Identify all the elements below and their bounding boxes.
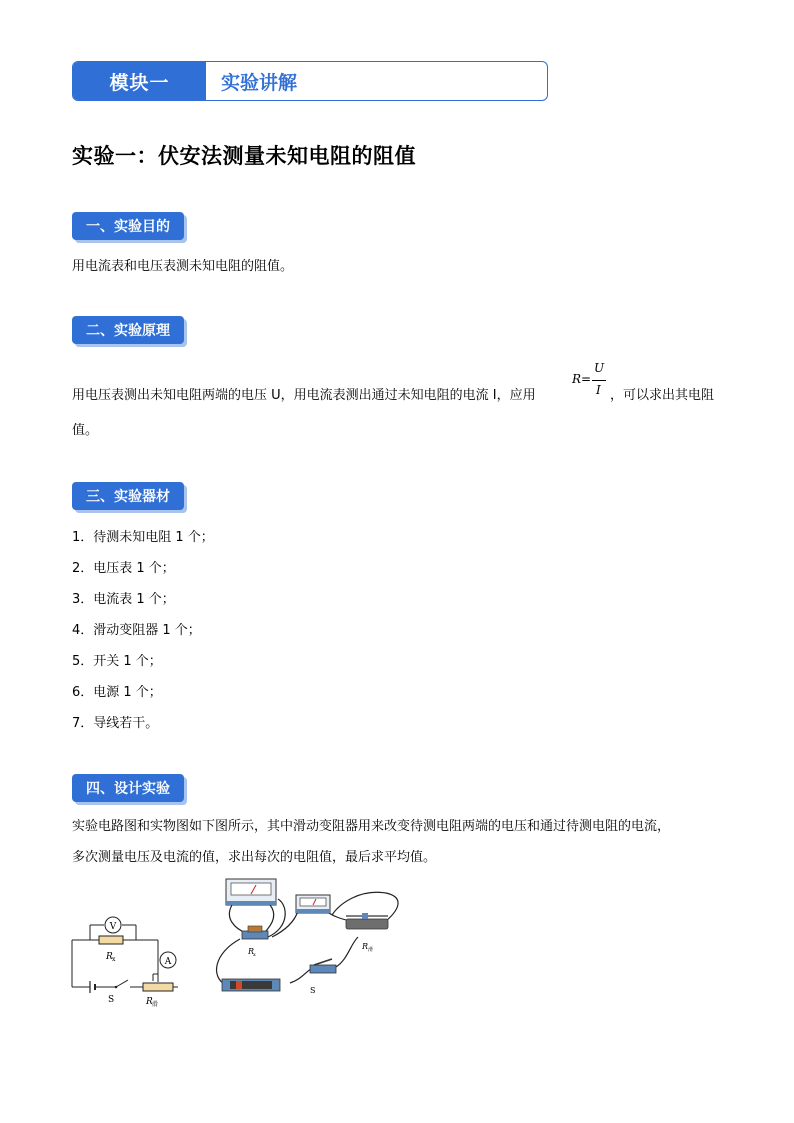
circuit-diagram [66, 908, 182, 1008]
equipment-item: 4．滑动变阻器 1 个； [72, 623, 201, 638]
module-banner [72, 61, 548, 101]
equipment-item: 2．电压表 1 个； [72, 561, 175, 576]
switch-pivot [115, 986, 118, 989]
formula-denominator: I [596, 383, 601, 397]
rheostat-coil [346, 919, 388, 929]
fraction-bar [592, 380, 606, 381]
photo-rheostat-subscript: 滑 [368, 947, 374, 953]
rx-subscript: x [112, 956, 116, 963]
principle-text-after: ，可以求出其电阻 [610, 388, 715, 403]
module-title: 实验讲解 [221, 71, 298, 94]
formula-lhs: R= [572, 372, 592, 386]
design-text-line2: 多次测量电压及电流的值，求出每次的电阻值，最后求平均值。 [72, 850, 437, 865]
section-heading-design: 四、设计实验 [72, 774, 184, 802]
principle-text-before: 用电压表测出未知电阻两端的电压 U，用电流表测出通过未知电阻的电流 I，应用 [72, 388, 536, 403]
equipment-item: 1．待测未知电阻 1 个； [72, 530, 214, 545]
switch-lever [314, 959, 332, 965]
rx-resistor-symbol [99, 936, 123, 944]
purpose-text: 用电流表和电压表测未知电阻的阻值。 [72, 259, 294, 274]
rheostat-label: R [146, 997, 153, 1007]
switch-base [310, 965, 336, 973]
equipment-item: 6．电源 1 个； [72, 685, 162, 700]
formula-numerator: U [594, 361, 605, 375]
rheostat-symbol [143, 983, 173, 991]
section-heading-principle: 二、实验原理 [72, 316, 184, 344]
module-label: 模块一 [73, 62, 206, 100]
photo-rx-subscript: x [253, 952, 256, 958]
resistance-formula [572, 361, 612, 403]
rx-label: R [106, 952, 113, 962]
photo-rx-label: R [248, 947, 255, 956]
experiment-title: 实验一：伏安法测量未知电阻的阻值 [72, 144, 416, 168]
ammeter-label: A [164, 957, 172, 967]
voltmeter-base [226, 901, 276, 905]
rheostat-subscript: 滑 [152, 1001, 159, 1008]
battery-cap [236, 981, 242, 989]
photo-switch-label: S [310, 986, 316, 995]
rx-resistor-body [248, 926, 262, 932]
equipment-item: 5．开关 1 个； [72, 654, 162, 669]
voltmeter-label: V [109, 922, 117, 932]
photo-rheostat-label: R [362, 942, 369, 951]
section-heading-equipment: 三、实验器材 [72, 482, 184, 510]
ammeter-base [296, 909, 330, 913]
equipment-item: 3．电流表 1 个； [72, 592, 175, 607]
equipment-item: 7．导线若干。 [72, 716, 159, 731]
design-text-line1: 实验电路图和实物图如下图所示，其中滑动变阻器用来改变待测电阻两端的电压和通过待测电阻的电流， [72, 819, 671, 834]
principle-text-line2: 值。 [72, 423, 99, 438]
rheostat-slider [362, 913, 368, 919]
section-heading-purpose: 一、实验目的 [72, 212, 184, 240]
apparatus-illustration [210, 875, 406, 1001]
switch-label: S [108, 995, 115, 1005]
